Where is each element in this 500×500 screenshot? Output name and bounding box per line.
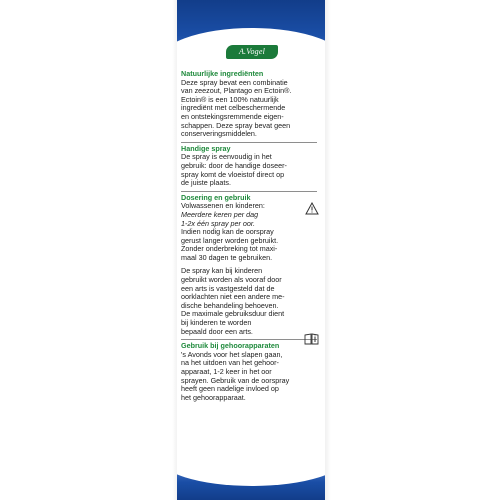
handy-spray-line: gebruik: door de handige doseer-	[181, 160, 287, 170]
hearing-aids-text	[181, 351, 321, 403]
dosage-line: Volwassenen en kinderen:	[181, 201, 265, 211]
hearing-aids-line: heeft geen nadelige invloed op	[181, 384, 279, 394]
children-line: bij kinderen te worden	[181, 318, 252, 328]
handy-spray-line: De spray is eenvoudig in het	[181, 152, 272, 162]
ingredients-line: en ontstekingsremmende eigen-	[181, 111, 284, 121]
ingredients-line: Deze spray bevat een combinatie	[181, 77, 288, 87]
ingredients-line: van zeezout, Plantago en Ectoin®.	[181, 86, 292, 96]
dosage-line-italic: 1-2x één spray per oor.	[181, 218, 256, 228]
bottom-blue-band	[177, 470, 325, 500]
hearing-aids-line: apparaat, 1-2 keer in het oor	[181, 367, 272, 376]
children-line: oorklachten niet een andere me-	[181, 292, 285, 302]
hearing-aids-line: sprayen. Gebruik van de oorspray	[181, 375, 290, 385]
dosage-text	[181, 202, 321, 336]
section-title-ingredients: Natuurlijke ingrediënten	[181, 69, 264, 78]
handy-spray-text	[181, 153, 321, 187]
children-line: De maximale gebruiksduur dient	[181, 309, 285, 319]
children-line: bepaald door een arts.	[181, 326, 253, 336]
box-shadow-right	[325, 0, 331, 500]
children-line: een arts is vastgesteld dat de	[181, 283, 275, 293]
handy-spray-line: spray komt de vloeistof direct op	[181, 169, 285, 179]
dosage-line-italic: Meerdere keren per dag	[181, 209, 259, 219]
section-title-dosage: Dosering en gebruik	[181, 192, 251, 202]
bottom-white-swoosh	[177, 426, 325, 486]
section-divider	[181, 142, 317, 143]
brand-logo: A.Vogel	[226, 45, 278, 59]
dosage-line: Indien nodig kan de oorspray	[181, 227, 274, 237]
hearing-aids-line: na het uitdoen van het gehoor-	[181, 358, 279, 368]
children-line: gebruikt worden als vooraf door	[181, 275, 282, 285]
handy-spray-line: de juiste plaats.	[181, 178, 231, 188]
ingredients-line: conserveringsmiddelen.	[181, 129, 257, 139]
section-divider	[181, 339, 317, 340]
text-content	[181, 70, 321, 402]
warning-triangle-icon	[305, 202, 319, 215]
dosage-line: Zonder onderbreking tot maxi-	[181, 244, 278, 254]
section-title-handy-spray: Handige spray	[181, 143, 231, 153]
children-line: dische behandeling behoeven.	[181, 300, 279, 310]
children-usage-block	[181, 267, 321, 336]
section-divider	[181, 191, 317, 192]
dosage-line: gerust langer worden gebruikt.	[181, 235, 279, 245]
hearing-aids-line: het gehoorapparaat.	[181, 392, 246, 402]
children-line: De spray kan bij kinderen	[181, 266, 263, 276]
ingredients-line: Ectoin® is een 100% natuurlijk	[181, 94, 279, 104]
section-title-hearing-aids: Gebruik bij gehoorapparaten	[181, 341, 280, 351]
hearing-aids-line: 's Avonds voor het slapen gaan,	[181, 349, 283, 359]
ingredients-line: schappen. Deze spray bevat geen	[181, 120, 291, 130]
leaflet-book-icon	[304, 333, 319, 345]
product-box-side-panel	[177, 0, 325, 500]
ingredients-text	[181, 79, 321, 139]
ingredients-line: ingrediënt met celbeschermende	[181, 103, 286, 113]
dosage-line: maal 30 dagen te gebruiken.	[181, 252, 273, 262]
